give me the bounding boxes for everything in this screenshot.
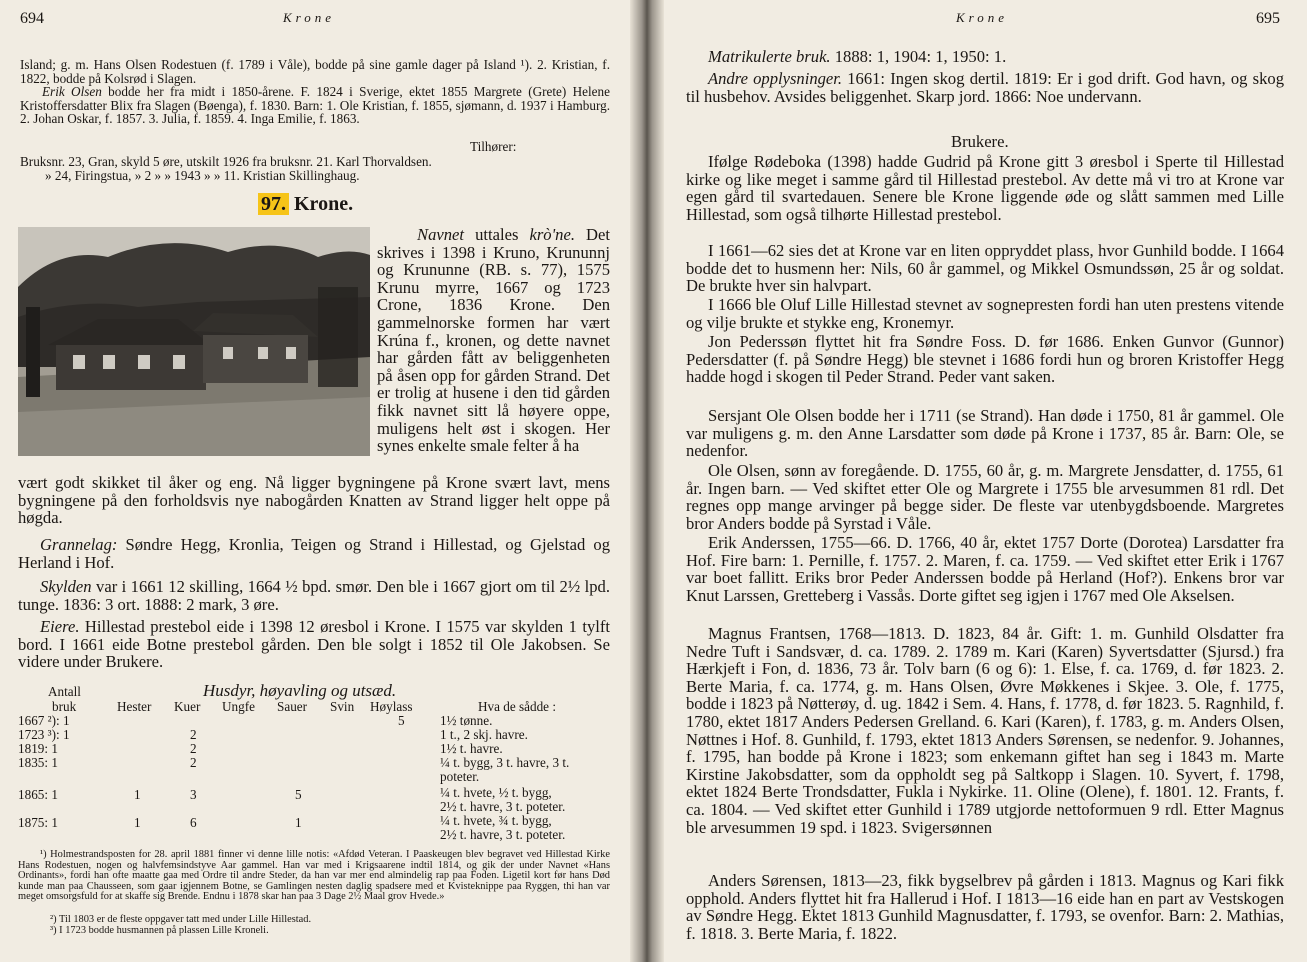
table-cell: 2: [190, 755, 197, 770]
section-label: Matrikulerte bruk.: [708, 47, 831, 66]
section-label: Skylden: [40, 577, 92, 596]
table-cell: 1: [134, 787, 141, 802]
paragraph: Erik Olsen bodde her fra midt i 1850-årene. F. 1824 i Sverige, ektet 1855 Margrete (Grete) Helene Kristoffersdatter Blix fra Slagen (Bøenga), f. 1830. Barn: 1. Ole Kristian, f. 1855, sjømann, d. 1937 i Hamburg. 2. Johan Oskar, f. 1857. 3. Julia, f. 1859. 4. Inga Emilie, f. 1863.: [20, 84, 610, 127]
brukere-heading: Brukere.: [951, 132, 1009, 151]
table-cell-year: 1667 ²): 1: [18, 713, 70, 728]
table-cell: ¼ t. hvete, ½ t. bygg,: [440, 785, 552, 800]
table-title: Husdyr, høyavling og utsæd.: [203, 681, 397, 700]
table-cell: 2½ t. havre, 3 t. poteter.: [440, 827, 566, 842]
paragraph: Ifølge Rødeboka (1398) hadde Gudrid på Krone gitt 3 øresbol i Sperte til Hillestad kirke og like meget i samme gård til Hillestad prestebol. Av dette må vi tro at Krone var egen gård til svartedauen. Senere ble Krone liggende øde og slått sammen med Lille Hillestad, som også tilhørte Hillestad prestebol.: [686, 152, 1284, 224]
table-cell: ¼ t. bygg, 3 t. havre, 3 t.: [440, 755, 570, 770]
section-label: Navnet: [417, 225, 465, 244]
table-cell: 2: [190, 741, 197, 756]
paragraph: Matrikulerte bruk. 1888: 1, 1904: 1, 1950: 1.: [708, 47, 1007, 66]
table-header: Svin: [330, 699, 355, 714]
paragraph: Magnus Frantsen, 1768—1813. D. 1823, 84 år. Gift: 1. m. Gunhild Olsdatter fra Nedre Tuft i Sandsvær, d. ca. 1789. 2. 1789 m. Kari (Karen) Syvertsdatter (Sjursd.) fra Hærkjeft i Fon, d. 1836, 73 år. Tolv barn (6 og 6): 1. Else, f. ca. 1769, d. før 1823. 2. Berte Maria, f. ca. 1774, g. m. Hans Olsen, Øvre Møkkenes i Skjee. 3. Ole, f. 1775, bodde i 1823 på Nøtterøy, d. ug. 1842 i Sem. 4. Hans, f. 1778, d. før 1823. 5. Ragnhild, f. 1780, ektet 1817 Anders Pedersen Grelland. 6. Kari (Karen), f. 1783, g. m. Anders Olsen, Nøttnes i Hof. 8. Gunhild, f. 1793, ektet 1813 Anders Sørensen, se nedenfor. 9. Johannes, f. 1795, han bodde på Krone i 1823; som enkemann giftet han seg i 1843 m. Marte Kirstine Jakobsdatter, som da oppholdt seg på Saltkopp i Slagen. 10. Syvert, f. 1798, ektet 1824 Berte Trondsdatter, Fukla i Nykirke. 11. Oline (Olene), f. 1801. 12. Frants, f. ca. 1804. — Ved skiftet etter Gunhild i 1789 utgjorde nettoformuen 9 rdl. Etter Magnus ble arvesummen 19 spd. i 1823. Svigersønnen: [686, 624, 1284, 837]
table-cell: 1½ tønne.: [440, 713, 493, 728]
paragraph: Ole Olsen, sønn av foregående. D. 1755, 60 år, g. m. Margrete Jensdatter, d. 1755, 61 år. Ingen barn. — Ved skiftet etter Ole og Margrete i 1755 ble arvesummen 81 rdl. Det regnes opp mange arvinger på begge sider. De fleste var utenbygdsboende. Margretes bror Anders bodde på Syrstad i Våle.: [686, 461, 1284, 533]
person-name: Erik Olsen: [42, 84, 102, 99]
paragraph: I 1661—62 sies det at Krone var en liten oppryddet plass, hvor Gunhild bodde. I 1664 bodde det to husmenn her: Nils, 60 år gammel, og Mikkel Osmundssøn, 25 år og soldat. De brukte hver sin halvpart.: [686, 241, 1284, 296]
table-header: Hva de sådde :: [478, 699, 556, 714]
right-page: [664, 0, 1307, 962]
running-title: Krone: [283, 10, 336, 25]
left-page: [0, 0, 630, 962]
table-header: Sauer: [277, 699, 308, 714]
paragraph: Island; g. m. Hans Olsen Rodestuen (f. 1789 i Våle), bodde på sine gamle dager på Island ¹). 2. Kristian, f. 1822, bodde på Kolsrød i Slagen.: [20, 57, 610, 86]
table-header: Ungfe: [222, 699, 255, 714]
table-cell: 2½ t. havre, 3 t. poteter.: [440, 799, 566, 814]
table-cell-year: 1819: 1: [18, 741, 58, 756]
tilhorer-heading: Tilhører:: [470, 139, 517, 154]
farm-photo: [18, 227, 370, 456]
paragraph: Erik Anderssen, 1755—66. D. 1766, 40 år, ektet 1757 Dorte (Dorotea) Larsdatter fra Hof. Fire barn: 1. Pernille, f. 1757. 2. Maren, f. ca. 1759. — Ved skiftet etter Erik i 1767 var boet fallitt. Eriks bror Peder Anderssen bodde på Herland (Hof?). Enkens bror var Knut Larssen, Gretteberg i Vassås. Dorte giftet seg igjen i 1767 med Ole Akselsen.: [686, 533, 1284, 605]
paragraph: Eiere. Hillestad prestebol eide i 1398 12 øresbol i Krone. I 1575 var skylden 1 tylft bord. I 1661 eide Botne prestebol gården. Den ble solgt i 1852 til Ole Jakobsen. Se videre under Brukere.: [18, 617, 610, 672]
footnote: ¹) Holmestrandsposten for 28. april 1881 finner vi denne lille notis: «Afdød Veteran. I Paaskeugen blev begravet ved Hillestad Kirke Hans Rodestuen, nogen og halvfemsindstyve Aar gammel. Han var med i Krigsaarene indtil 1814, og gik der under Navnet «Hans Ordinants», fordi han ofte maatte gaa med Ordre til andre Steder, da han var mer end almindelig rap paa Foden. Ligetil kort før hans Død kunde man paa Chausseen, som gaar igjennem Botne, se Gamlingen nesten daglig spadsere med et Kvisteknippe paa Ryggen, thi han var meget omsorgsfuld for at skaffe sig Brende. Endnu i 1878 skar han paa 3 Dage 2½ Maal grov Hvede.»: [18, 849, 610, 903]
paragraph: Anders Sørensen, 1813—23, fikk bygselbrev på gården i 1813. Magnus og Kari fikk opphold. Anders flyttet hit fra Hallerud i Hof. I 1813—16 eide han en part av Vestskogen av Søndre Hegg. Ektet 1813 Gunhild Magnusdatter, f. 1793, se ovenfor. Barn: 2. Mathias, f. 1818. 3. Berte Maria, f. 1822.: [686, 871, 1284, 943]
table-cell: 1 t., 2 skj. havre.: [440, 727, 528, 742]
table-header: Høylass: [370, 699, 413, 714]
table-antall: Antall: [48, 684, 81, 699]
table-cell: 1½ t. havre.: [440, 741, 503, 756]
table-cell: 2: [190, 727, 197, 742]
running-title: Krone: [956, 10, 1009, 25]
table-cell: 3: [190, 787, 197, 802]
farm-name: Krone.: [294, 193, 354, 215]
table-cell-year: 1835: 1: [18, 755, 58, 770]
table-cell-year: 1723 ³): 1: [18, 727, 70, 742]
paragraph: vært godt skikket til åker og eng. Nå ligger bygningene på Krone svært lavt, mens bygningene på den forholdsvis nye nabogården Knatten av Strand ligger helt oppe på høgda.: [18, 473, 610, 528]
paragraph: Jon Pederssøn flyttet hit fra Søndre Foss. D. før 1686. Enken Gunvor (Gunnor) Pedersdatter (f. på Søndre Hegg) ble stevnet i 1686 fordi hun og broren Kristoffer Hegg hadde hogd i skogen til Peder Strand. Peder vant saken.: [686, 332, 1284, 387]
paragraph: Andre opplysninger. 1661: Ingen skog dertil. 1819: Er i god drift. God havn, og skog til husbehov. Avsides beliggenhet. Skarp jord. 1866: Noe undervann.: [686, 69, 1284, 106]
table-cell: 5: [295, 787, 302, 802]
table-cell-year: 1865: 1: [18, 787, 58, 802]
paragraph: Grannelag: Søndre Hegg, Kronlia, Teigen og Strand i Hillestad, og Gjelstad og Herland i Hof.: [18, 535, 610, 572]
table-cell: 6: [190, 815, 197, 830]
footnote: ³) I 1723 bodde husmannen på plassen Lille Kroneli.: [50, 925, 269, 936]
table-header: bruk: [52, 699, 77, 714]
farm-heading: [258, 193, 353, 216]
footnote: ²) Til 1803 er de fleste oppgaver tatt med under Lille Hillestad.: [50, 914, 312, 925]
farm-number: 97.: [258, 193, 289, 215]
book-gutter: [630, 0, 664, 962]
page-number: 694: [20, 10, 44, 27]
table-cell: 1: [134, 815, 141, 830]
navnet-paragraph: Navnet uttales krò'ne. Det skrives i 1398 i Kruno, Krununnj og Krununne (RB. s. 77), 1575 Krunu myrre, 1667 og 1723 Crone, 1836 Krone. Den gammelnorske formen har vært Krúna f., kronen, og dette navnet har gården fått av beliggenheten på åsen opp for gården Strand. Det er trolig at husene i den tid gården fikk navnet sitt lå høyere oppe, muligens helt øst i skogen. Her synes enkelte smale felter å ha: [377, 225, 610, 456]
table-cell: 1: [295, 815, 302, 830]
table-header: Kuer: [174, 699, 201, 714]
farmhouse-photo-image: [18, 227, 370, 456]
section-label: Eiere.: [40, 617, 80, 636]
paragraph: Sersjant Ole Olsen bodde her i 1711 (se Strand). Han døde i 1750, 81 år gammel. Ole var muligens g. m. den Anne Larsdatter som døde på Krone i 1737, 85 år. Barn: Ole, se nedenfor.: [686, 406, 1284, 461]
table-cell: poteter.: [440, 769, 480, 784]
paragraph: I 1666 ble Oluf Lille Hillestad stevnet av sognepresten fordi han uten prestens vitende og vilje brukte et stykke eng, Kronemyr.: [686, 295, 1284, 332]
table-cell: ¼ t. hvete, ¾ t. bygg,: [440, 813, 552, 828]
table-cell-year: 1875: 1: [18, 815, 58, 830]
page-number: 695: [1256, 10, 1280, 27]
paragraph: Skylden var i 1661 12 skilling, 1664 ½ bpd. smør. Den ble i 1667 gjort om til 2½ lpd. tunge. 1836: 3 ort. 1888: 2 mark, 3 øre.: [18, 577, 610, 614]
bruk-row: » 24, Firingstua, » 2 » » 1943 » » 11. Kristian Skillinghaug.: [45, 168, 360, 183]
table-header: Hester: [117, 699, 152, 714]
table-cell: 5: [398, 713, 405, 728]
bruk-row: Bruksnr. 23, Gran, skyld 5 øre, utskilt 1926 fra bruksnr. 21. Karl Thorvaldsen.: [20, 154, 432, 169]
section-label: Andre opplysninger.: [708, 69, 843, 88]
section-label: Grannelag:: [40, 535, 118, 554]
